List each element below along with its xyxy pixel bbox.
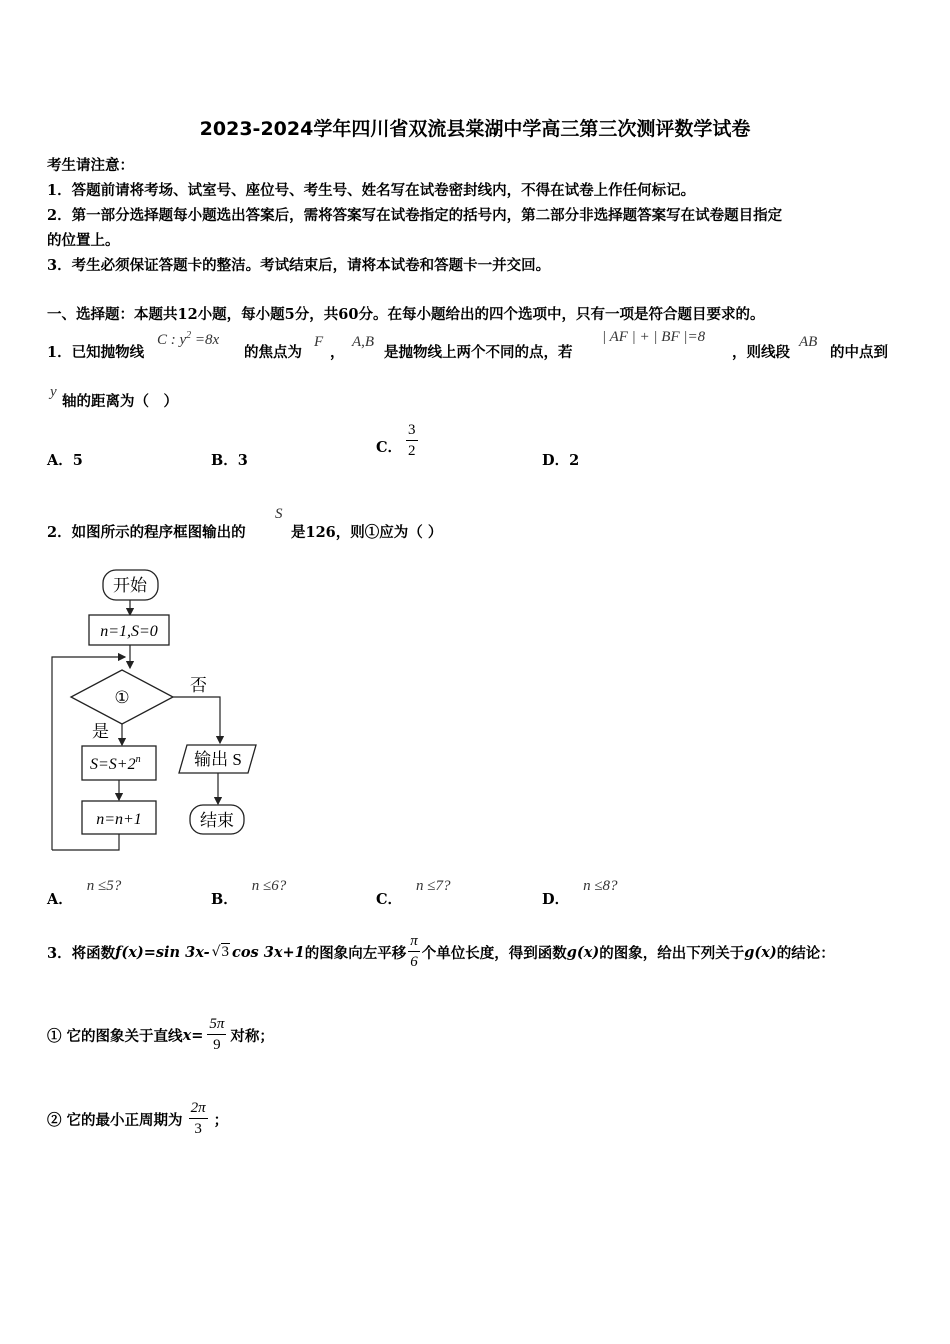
q1-option-b[interactable]: B．3 [211, 452, 248, 469]
flow-no-label: 否 [190, 676, 207, 695]
svg-text:n=n+1: n=n+1 [96, 811, 142, 828]
flow-start [103, 570, 158, 600]
notice-item-1: 1．答题前请将考场、试室号、座位号、考生号、姓名写在试卷密封线内，不得在试卷上作任何标记。 [47, 182, 696, 199]
q1-text-7: 轴的距离为（ ） [62, 393, 178, 410]
q3-claim-2: ② 它的最小正周期为 $\frac{2\pi}{3}$ ； [47, 1100, 229, 1137]
q1-text-3: ， [330, 344, 345, 361]
q2-option-b[interactable]: B．n ≤6? [211, 878, 287, 908]
q1-focus: F [314, 334, 324, 350]
q1-text-1: 1．已知抛物线 [47, 344, 145, 361]
notice-item-2-cont: 的位置上。 [47, 232, 120, 249]
flow-condition [71, 670, 173, 724]
q1-condition: | AF | + | BF |=8 [602, 329, 706, 345]
flowchart [40, 560, 280, 860]
q2-text-1: 2．如图所示的程序框图输出的 [47, 524, 246, 541]
q2-option-c[interactable]: C．n ≤7? [376, 878, 451, 908]
svg-text:n=1,S=0: n=1,S=0 [100, 623, 158, 640]
svg-text:①: ① [114, 688, 130, 707]
section-heading: 一、选择题：本题共12小题，每小题5分，共60分。在每小题给出的四个选项中，只有一项是符合题目要求的。 [47, 306, 765, 323]
svg-text:结束: 结束 [200, 811, 234, 830]
q1-option-a[interactable]: A．5 [47, 452, 83, 469]
notice-item-3: 3．考生必须保证答题卡的整洁。考试结束后，请将本试卷和答题卡一并交回。 [47, 257, 551, 274]
q2-option-a[interactable]: A．n ≤5? [47, 878, 122, 908]
q1-option-c[interactable]: C． $\frac{3}{2}$ [376, 422, 416, 459]
svg-text:输出 S: 输出 S [194, 750, 242, 769]
q1-segment: AB [799, 334, 818, 350]
svg-text:开始: 开始 [113, 576, 147, 595]
flow-step-increment [82, 801, 156, 834]
q1-option-d[interactable]: D．2 [542, 452, 580, 469]
flow-end [190, 805, 244, 834]
notice-heading: 考生请注意： [47, 157, 134, 174]
q1-text-5: ，则线段 [732, 344, 790, 361]
flow-step-sum [82, 746, 156, 780]
q1-text-4: 是抛物线上两个不同的点，若 [384, 344, 573, 361]
q1-text-2: 的焦点为 [244, 344, 302, 361]
flow-init [89, 615, 169, 645]
notice-item-2: 2．第一部分选择题每小题选出答案后，需将答案写在试卷指定的括号内，第二部分非选择题答案写在试卷题目指定 [47, 207, 783, 224]
flow-output [179, 745, 256, 773]
q2-text-2: 是126，则①应为（ ） [291, 524, 443, 541]
svg-text:S=S+2n: $S=S+2^n$ [90, 754, 141, 773]
q2-option-d[interactable]: D．n ≤8? [542, 878, 618, 908]
q1-parabola: C : $y^2 =8x$ [157, 330, 220, 348]
q3-claim-1: ① 它的图象关于直线 x= $\frac{5\pi}{9}$ 对称； [47, 1016, 274, 1053]
q2-s: S [275, 506, 283, 522]
q1-points: A,B [352, 334, 375, 350]
flow-yes-label: 是 [92, 722, 109, 741]
q1-y-axis: y [50, 384, 57, 400]
page-title: 2023-2024学年四川省双流县棠湖中学高三第三次测评数学试卷 [199, 118, 751, 140]
q1-text-6: 的中点到 [830, 344, 888, 361]
q3-stem: 3．将函数 f(x)=sin 3x- √ 3 cos 3x+1 的图象向左平移 $\frac{\pi}{6}$ 个单位长度，得到函数 g(x) 的图象，给出下列关于 g(x) 的结论： [47, 933, 835, 970]
